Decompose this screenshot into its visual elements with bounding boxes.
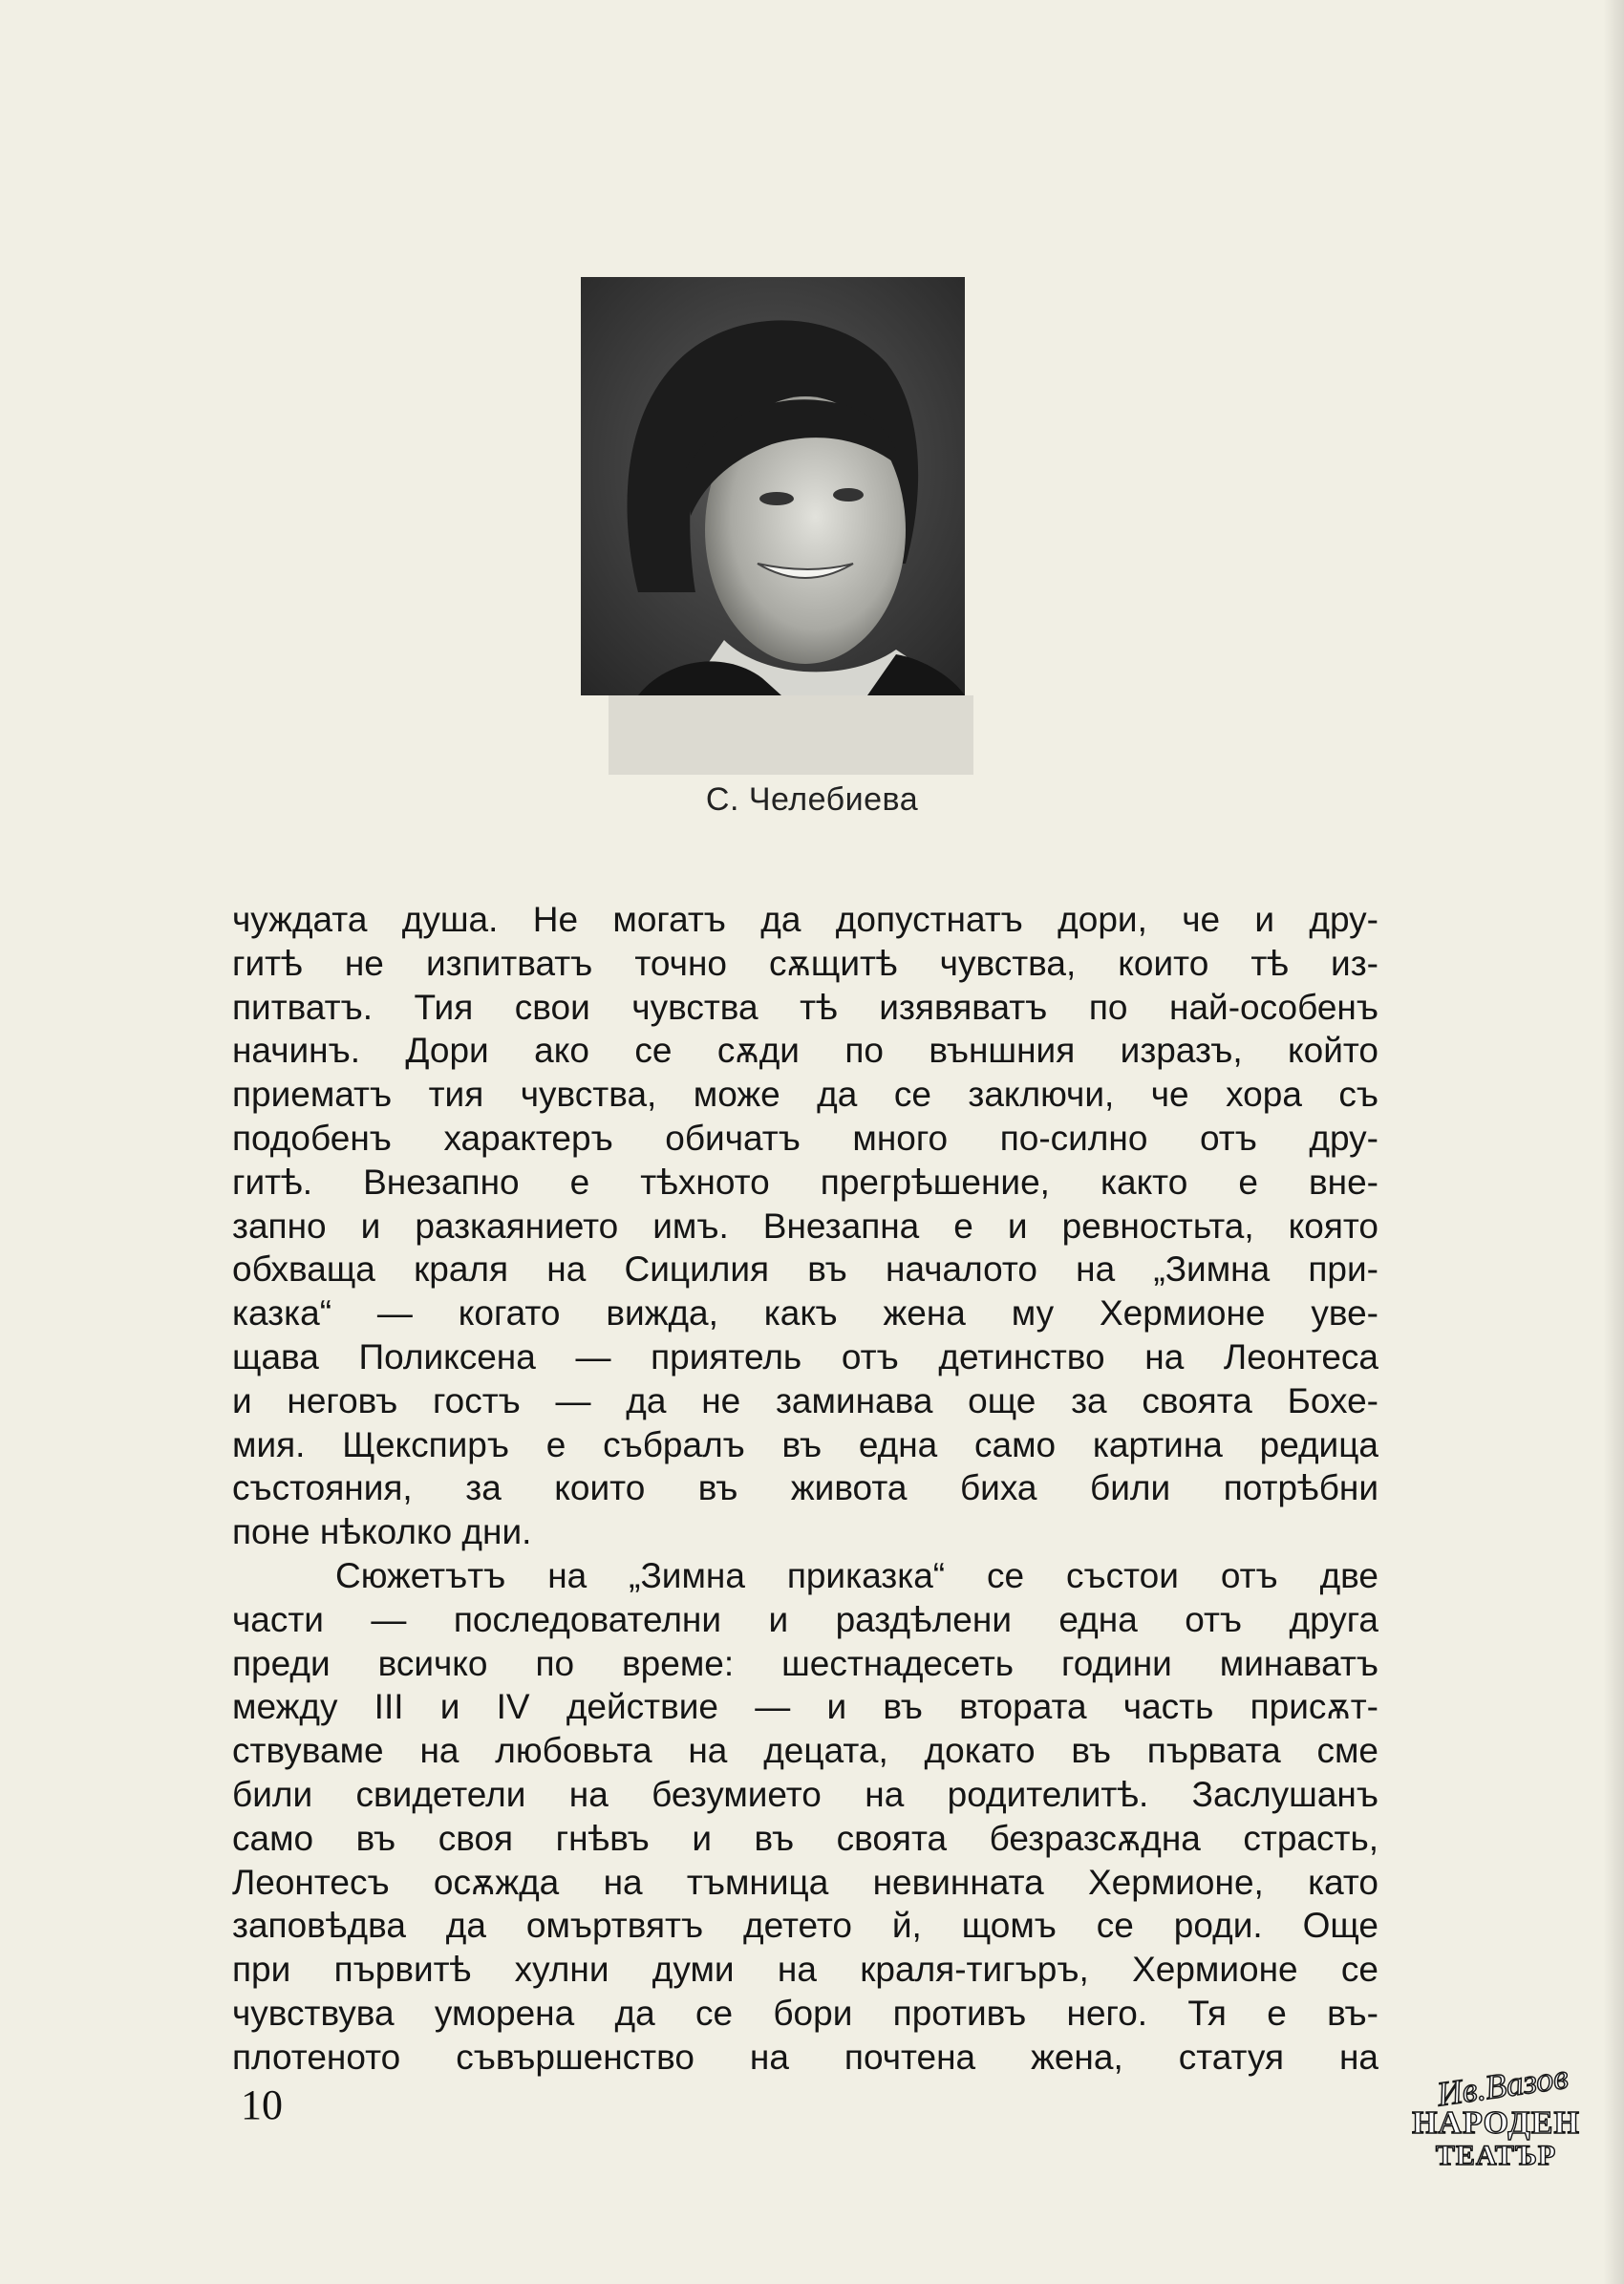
text-line: Леонтесъ осѫжда на тъмница невинната Хермионе, като bbox=[232, 1862, 1378, 1902]
portrait-photo bbox=[581, 277, 965, 695]
page-number: 10 bbox=[241, 2081, 283, 2128]
text-line: мия. Щекспиръ е събралъ въ една само картина редица bbox=[232, 1424, 1378, 1464]
text-line: между III и IV действие — и въ втората часть присѫт- bbox=[232, 1687, 1378, 1727]
text-line: били свидетели на безумието на родителитѣ. Заслушанъ bbox=[232, 1774, 1378, 1814]
text-line: подобенъ характеръ обичатъ много по-силно отъ дру- bbox=[232, 1118, 1378, 1158]
paragraph-1 bbox=[232, 898, 1378, 1554]
text-line: и неговъ гостъ — да не заминава още за своята Бохе- bbox=[232, 1380, 1378, 1420]
photo-caption: С. Челебиева bbox=[705, 781, 919, 818]
page-edge-shadow bbox=[1603, 0, 1624, 2284]
text-line: гитѣ не изпитватъ точно сѫщитѣ чувства, които тѣ из- bbox=[232, 943, 1378, 983]
text-line: обхваща краля на Сицилия въ началото на „Зимна при- bbox=[232, 1249, 1378, 1290]
national-theatre-logo bbox=[1408, 2057, 1584, 2176]
text-line: ствуваме на любовьта на децата, докато въ първата сме bbox=[232, 1731, 1378, 1771]
logo-line-1: НАРОДЕН bbox=[1412, 2105, 1580, 2141]
text-line: преди всичко по време: шестнадесеть години минаватъ bbox=[232, 1643, 1378, 1683]
text-line: чувствува уморена да се бори противъ него. Тя е въ- bbox=[232, 1993, 1378, 2033]
text-line: запно и разкаянието имъ. Внезапна е и ревностьта, която bbox=[232, 1206, 1378, 1246]
text-line: казка“ — когато вижда, какъ жена му Хермионе уве- bbox=[232, 1293, 1378, 1334]
text-line: начинъ. Дори ако се сѫди по външния изразъ, който bbox=[232, 1031, 1378, 1071]
text-line: състояния, за които въ живота биха били потрѣбни bbox=[232, 1468, 1378, 1508]
text-line: приематъ тия чувства, може да се заключи, че хора съ bbox=[232, 1075, 1378, 1115]
text-line: поне нѣколко дни. bbox=[232, 1512, 532, 1552]
photo-mount bbox=[609, 695, 973, 775]
text-line: само въ своя гнѣвъ и въ своята безразсѫдна страсть, bbox=[232, 1818, 1378, 1858]
text-line: части — последователни и раздѣлени една отъ друга bbox=[232, 1599, 1378, 1639]
text-line: плотеното съвършенство на почтена жена, статуя на bbox=[232, 2037, 1378, 2077]
text-line: заповѣдва да омъртвятъ детето й, щомъ се роди. Още bbox=[232, 1906, 1378, 1946]
paragraph-2 bbox=[232, 1554, 1378, 2080]
text-line: чуждата душа. Не могатъ да допустнатъ дори, че и дру- bbox=[232, 900, 1378, 939]
text-line: при първитѣ хулни думи на краля-тигъръ, Хермионе се bbox=[232, 1950, 1378, 1990]
text-line: гитѣ. Внезапно е тѣхното прегрѣшение, както е вне- bbox=[232, 1162, 1378, 1202]
text-line: Сюжетътъ на „Зимна приказка“ се състои отъ две bbox=[335, 1555, 1378, 1595]
text-line: щава Поликсена — приятель отъ детинство на Леонтеса bbox=[232, 1336, 1378, 1377]
logo-line-2: ТЕАТЪР bbox=[1435, 2140, 1557, 2171]
body-text bbox=[232, 898, 1378, 2080]
logo-signature: Ив.Вазов bbox=[1434, 2057, 1571, 2114]
text-line: питватъ. Тия свои чувства тѣ изявяватъ по най-особенъ bbox=[232, 987, 1378, 1027]
